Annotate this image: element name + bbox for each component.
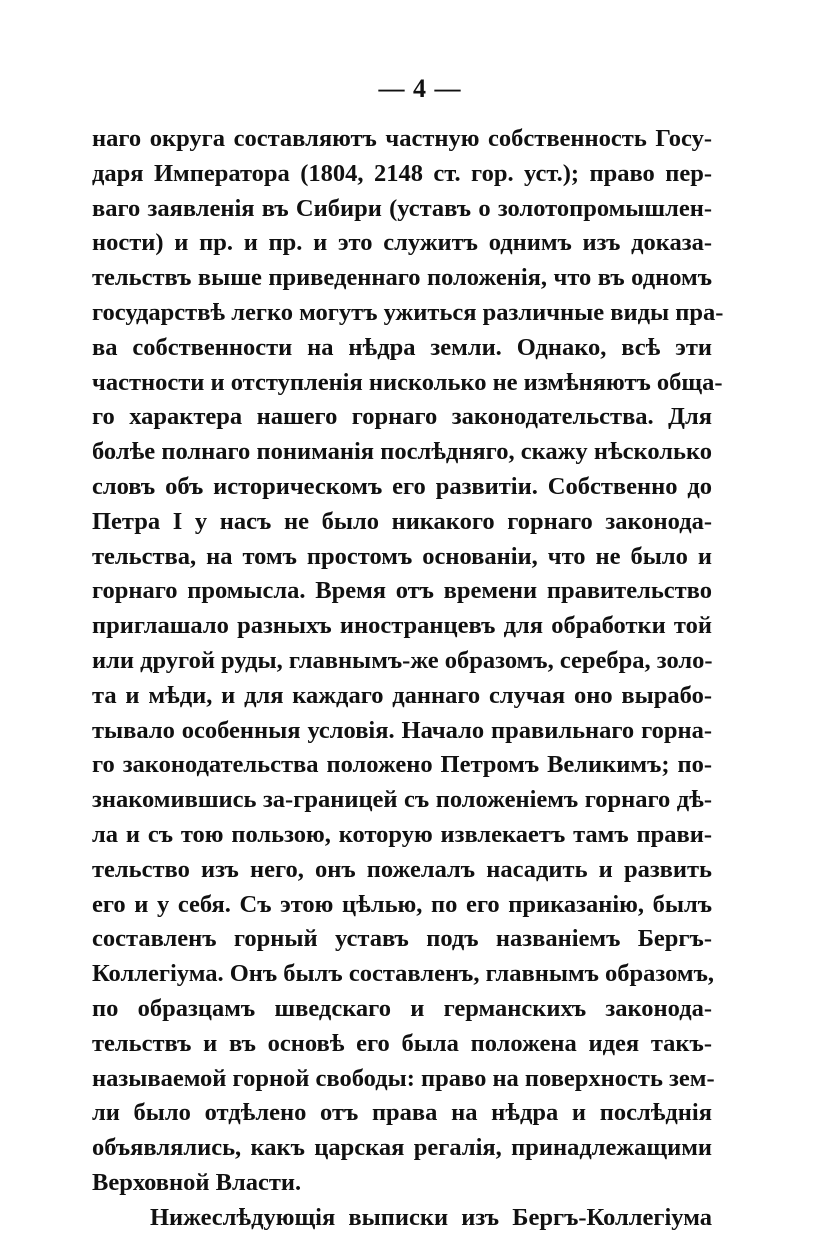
text-line: та и мѣди, и для каждаго даннаго случая оно вырабо- bbox=[92, 681, 712, 709]
text-line: Петра I у насъ не было никакого горнаго законода- bbox=[92, 507, 712, 535]
body-text bbox=[92, 122, 724, 1236]
text-line: Верховной Власти. bbox=[92, 1168, 302, 1196]
text-line: частности и отступленія нисколько не измѣняютъ обща- bbox=[92, 368, 723, 396]
text-line: его и у себя. Съ этою цѣлью, по его приказанію, былъ bbox=[92, 890, 712, 918]
paragraph-start-line: Нижеслѣдующія выписки изъ Бергъ-Коллегіума bbox=[150, 1203, 712, 1231]
text-line: словъ объ историческомъ его развитіи. Собственно до bbox=[92, 472, 712, 500]
text-line: называемой горной свободы: право на поверхность зем- bbox=[92, 1064, 715, 1092]
text-line: знакомившись за-границей съ положеніемъ горнаго дѣ- bbox=[92, 786, 712, 814]
text-line: или другой руды, главнымъ-же образомъ, серебра, золо- bbox=[92, 646, 713, 674]
text-line: тельствъ и въ основѣ его была положена идея такъ- bbox=[92, 1029, 712, 1057]
text-line: государствѣ легко могутъ ужиться различные виды пра- bbox=[92, 298, 724, 326]
text-line: го законодательства положено Петромъ Великимъ; по- bbox=[92, 751, 712, 779]
text-line: тельства, на томъ простомъ основаніи, что не было и bbox=[92, 542, 712, 570]
text-line: тельство изъ него, онъ пожелалъ насадить и развить bbox=[92, 855, 712, 883]
text-line: ваго заявленія въ Сибири (уставъ о золотопромышлен- bbox=[92, 194, 712, 222]
text-line: ла и съ тою пользою, которую извлекаетъ тамъ прави- bbox=[92, 820, 712, 848]
page-number: — 4 — bbox=[378, 74, 462, 103]
text-line: ва собственности на нѣдра земли. Однако, всѣ эти bbox=[92, 333, 712, 361]
text-line: даря Императора (1804, 2148 ст. гор. уст.); право пер- bbox=[92, 159, 712, 187]
text-line: болѣе полнаго пониманія послѣдняго, скажу нѣсколько bbox=[92, 438, 712, 466]
text-line: объявлялись, какъ царская регалія, принадлежащими bbox=[92, 1134, 712, 1162]
text-line: ли было отдѣлено отъ права на нѣдра и послѣднія bbox=[92, 1099, 712, 1127]
text-line: го характера нашего горнаго законодательства. Для bbox=[92, 403, 712, 431]
text-line: составленъ горный уставъ подъ названіемъ Бергъ- bbox=[92, 925, 712, 953]
text-line: ности) и пр. и пр. и это служитъ однимъ изъ доказа- bbox=[92, 229, 712, 257]
text-line: тельствъ выше приведеннаго положенія, что въ одномъ bbox=[92, 264, 712, 292]
text-line: наго округа составляютъ частную собственность Госу- bbox=[92, 125, 712, 152]
text-line: Коллегіума. Онъ былъ составленъ, главнымъ образомъ, bbox=[92, 960, 714, 988]
text-line: по образцамъ шведскаго и германскихъ законода- bbox=[92, 994, 712, 1022]
text-line: тывало особенныя условія. Начало правильнаго горна- bbox=[92, 716, 712, 744]
text-line: горнаго промысла. Время отъ времени правительство bbox=[92, 577, 712, 605]
text-line: приглашало разныхъ иностранцевъ для обработки той bbox=[92, 612, 712, 640]
